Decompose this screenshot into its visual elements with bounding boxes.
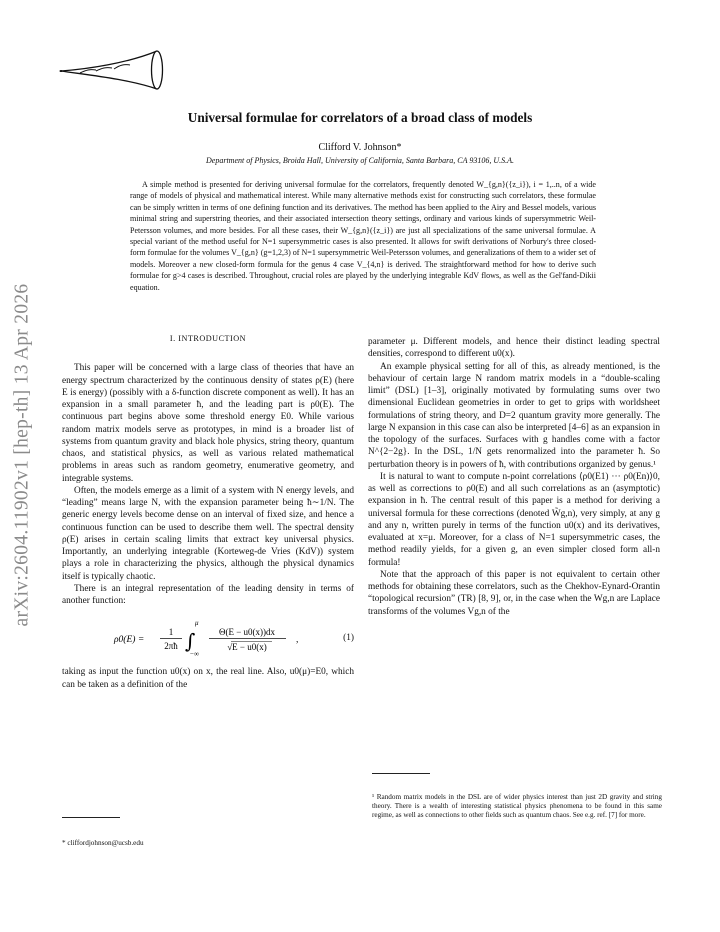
paragraph: Often, the models emerge as a limit of a system with N energy levels, and “leading” means large N, with the expansion parameter being ħ∼1/N. The generic energy levels become dense on an interval of fixed size, and hence a continuous function can be used to describe them well. The spectral density ρ(E) arises in certain scaling limits that extract key universal physics. Importantly, an underlying integrable (Korteweg-de Vries (KdV)) system plays a role in characterizing the physics, although the physical dynamics itself is typically chaotic.	[62, 485, 354, 582]
abstract: A simple method is presented for deriving universal formulae for the correlators, frequently denoted W_{g,n}({z_i}), i = 1,..n, of a wide range of models of physical and mathematical interest. While many alternative methods exist for constructing such correlators, these formulae can be simply written in terms of one defining function and its derivatives. The method has been applied to the Airy and Bessel models, various minimal string and superstring theories, and their associated intersection theory settings, ordinary and various kinds of supersymmetric Weil-Petersson volumes, and more besides. For all these cases, their W_{g,n}({z_i}) are just all specializations of the same universal formulae. A special variant of the method useful for N=1 supersymmetric cases is also presented. It allows for swift derivations of Norbury's three closed-form formulae for the volumes V_{g,n} (g=1,2,3) of N=1 supersymmetric Weil-Petersson volumes, and generalizations of them to a wider set of models. Moreover a new closed-form formula for the genus 4 case V_{4,n} is derived. The straightforward method for how to derive such formulae for g>4 cases is described. Throughout, crucial roles are played by the underlying integrable KdV flows, as well as the Gel'fand-Dikii equation.	[130, 180, 596, 292]
paragraph: It is natural to want to compute n-point correlations ⟨ρ0(E1) ··· ρ0(En)⟩0, as well as corrections to ρ0(E) and all such correlations as an (asymptotic) expansion in ħ. The central result of this paper is a method for deriving a universal formula for these corrections (denoted W̃g,n), very simply, at any g and any n, written purely in terms of the function u0(x) and its derivatives, evaluated at x=μ. Moreover, for a class of N=1 supersymmetric cases, the method readily yields, for a given g, an even simpler closed form all-n formula!	[368, 471, 660, 568]
prefactor-numerator: 1	[168, 627, 174, 638]
lower-limit: −∞	[190, 650, 199, 659]
integral-sign: ∫	[185, 629, 196, 654]
paragraph: This paper will be concerned with a large class of theories that have an energy spectrum characterized by the continuous density of states ρ(E) (here E is energy) (possibly with a δ-function discrete component as well). It has an expansion in a small parameter ħ, and the leading part is ρ0(E). The continuous part begins above some threshold energy E0. While various random matrix models serve as prototypes, in mind is a broader list of systems from quantum gravity and black hole physics, string theory, quantum chaos, and statistical physics, as well as various related mathematical problems in areas such as random geometry, enumerative geometry, and integrable systems.	[62, 363, 354, 484]
equation-lhs: ρ0(E) =	[114, 635, 145, 646]
paragraph: There is an integral representation of the leading density in terms of another function:	[62, 583, 354, 606]
horn-logo-icon	[58, 45, 168, 95]
prefactor-denominator: 2πħ	[164, 641, 178, 652]
integrand-denominator: √E − u0(x)	[227, 642, 267, 653]
integrand-numerator: Θ(E − u0(x))dx	[218, 627, 276, 638]
right-column	[368, 336, 660, 618]
paragraph: parameter μ. Different models, and hence their distinct leading spectral densities, correspond to different u0(x).	[368, 337, 660, 360]
footnote-1: ¹ Random matrix models in the DSL are of wider physics interest than just 2D gravity and string theory. There is a wealth of interesting statistical physics phenomena to be found in this same regime, as well as connections to other fields such as quantum chaos. See e.g. ref. [7] for more.	[372, 793, 662, 820]
equation-1	[62, 616, 354, 662]
section-heading: I. INTRODUCTION	[169, 334, 247, 343]
paragraph: Note that the approach of this paper is not equivalent to certain other methods for obtaining these correlators, such as the Chekhov-Eynard-Orantin “topological recursion” (TR) [8, 9], or, in the case when the Wg,n are Laplace transforms of the volumes Vg,n of the	[368, 569, 660, 617]
footnote-divider	[372, 773, 430, 774]
paragraph: taking as input the function u0(x) on x, the real line. Also, u0(μ)=E0, which can be taken as a definition of the	[62, 667, 354, 690]
left-column	[62, 333, 354, 691]
equation-trailing-comma: ,	[296, 635, 299, 646]
author-affiliation: Department of Physics, Broida Hall, University of California, Santa Barbara, CA 93106, U.S.A.	[206, 156, 514, 165]
footnote-email: * cliffordjohnson@ucsb.edu	[62, 839, 144, 847]
author-name: Clifford V. Johnson*	[318, 142, 402, 153]
equation-body	[112, 616, 322, 662]
arxiv-identifier: arXiv:2604.11902v1 [hep-th] 13 Apr 2026	[11, 283, 33, 627]
arxiv-stamp	[2, 255, 42, 655]
paragraph: An example physical setting for all of this, as already mentioned, is the behaviour of certain large N random matrix models in a “double-scaling limit” (DSL) [1–3], originally motivated by formulating sums over two dimensional Euclidean geometries in order to get to grips with worldsheet formulations of string theory, and D=2 quantum gravity more generally. The large N expansion in this case can also be interpreted [4–6] as an expansion in the topology of the surfaces. Surfaces with g handles come with a factor N^{2−2g}. In the DSL, 1/N gets renormalized into the parameter ħ. So perturbation theory is in powers of ħ, with contributions organized by genus.¹	[368, 361, 660, 470]
footnote-divider	[62, 817, 120, 818]
upper-limit: μ	[195, 619, 199, 628]
equation-number: (1)	[343, 633, 354, 644]
paper-title: Universal formulae for correlators of a broad class of models	[187, 110, 533, 125]
